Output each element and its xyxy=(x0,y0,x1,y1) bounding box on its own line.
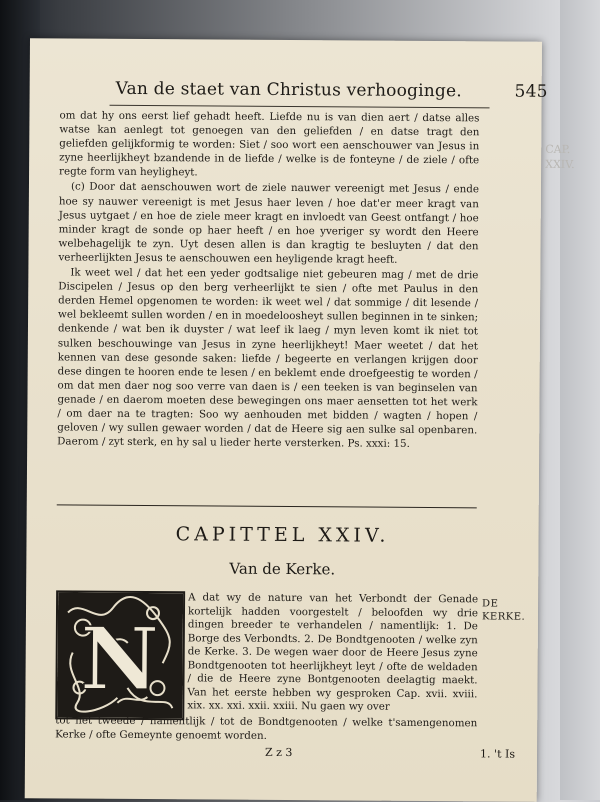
bleed-through-text: CAP. XXIV. xyxy=(545,142,575,172)
page-footer xyxy=(55,744,525,763)
dropcap-letter: N xyxy=(80,608,160,711)
paragraph: Ik weet wel / dat het een yeder godtsalige niet gebeuren mag / met de drie Discipelen / Jesus op den berg verheerlijkt te sien / ofte met Paulus in den derden Hemel opgenomen te worden: ik weet wel / dat sommige / dit lesende / wel bekleemt sullen worden / en in moedeloosheyt sullen beginnen in te sinken; denkende / wat ben ik duyster / wat leef ik laeg / myn leven komt ik niet tot sulken beschouwinge van Jesus in zyne heerlijkheyt! Maer weetet / dat het kennen van dese gesonde saken: liefde / begeerte en verlangen krijgen door dese dingen te hooren ende te lesen / en beklemt ende droefgeestig te worden / om dat men daer nog soo verre van daen is / een teeken is van beginselen van genade / en daerom moeten dese bewegingen ons maer aensetten tot het werk / om daer na te tragten: Soo wy aenhouden met bidden / wagten / hopen / geloven / wy sullen gewaer worden / dat de Heere sig aen sulke sal openbaren. Daerom / zyt sterk, en hy sal u lieder herte versterken. Ps. xxxi: 15. xyxy=(57,266,479,451)
background-right xyxy=(560,0,600,800)
paragraph: om dat hy ons eerst lief gehadt heeft. Liefde nu is van dien aert / datse alles watse kan aenlegt tot genoegen van den geliefden / en datse tragt den geliefden gelijkformig te worden: Siet / soo wort een aenschouwer van Jesus in zyne heerlijkheyt bzandende in de liefde / welke is de fonteyne / de ziele / ofte regte form van heyligheyt. xyxy=(59,109,480,179)
body-text xyxy=(57,108,479,451)
page-number: 545 xyxy=(514,81,548,102)
catchword: 1. 't Is xyxy=(480,747,516,761)
book-page xyxy=(25,38,575,802)
chapter-subtitle: Van de Kerke. xyxy=(229,559,336,579)
decorated-initial xyxy=(55,590,185,720)
chapter-text-full-width xyxy=(55,714,477,744)
chapter-heading: CAPITTEL XXIV. xyxy=(175,523,390,547)
paragraph: (c) Door dat aenschouwen wort de ziele nauwer vereenigt met Jesus / ende hoe sy nauwer vereenigt is met Jesus haer leven / hoe dat'er meer kragt van Jesus uytgaet / en hoe de ziele meer kragt en invloedt van Geest ontfangt / hoe minder kragt de sonde op haer heeft / en hoe yveriger sy wordt den Heere welbehagelijk te zyn. Uyt desen allen is dan kragtig te besluyten / dat den verheerlijkten Jesus te aenschouwen een heyligende kragt heeft. xyxy=(58,180,480,266)
running-header xyxy=(115,78,548,106)
paragraph: A dat wy de nature van het Verbondt der Genade kortelijk hadden voorgestelt / beloofden wy drie dingen breeder te verhandelen / namentlijk: 1. De Borge des Verbondts. 2. De Bondtgenooten / welke zyn de Kerke. 3. De wegen waer door de Heere Jesus zyne Bondtgenooten tot heerlijkheyt leyt / ofte de weldaden / die de Heere zyne Bontgenooten deelagtig maekt. Van het eerste hebben wy gesproken Cap. xvii. xviii. xix. xx. xxi. xxii. xxiii. Nu gaen wy over xyxy=(187,591,479,713)
running-title: Van de staet van Christus verhooginge. xyxy=(115,78,462,102)
paragraph: tot het tweede / namentlijk / tot de Bondtgenooten / welke t'samengenomen Kerke / ofte Gemeynte genoemt worden. xyxy=(55,714,478,742)
signature-mark: Z z 3 xyxy=(264,745,293,760)
chapter-divider xyxy=(57,504,477,508)
chapter-text-beside-initial xyxy=(187,591,478,715)
header-rule xyxy=(110,105,490,109)
ornament-initial-icon xyxy=(57,592,183,718)
margin-note: DE KERKE. xyxy=(481,598,526,623)
